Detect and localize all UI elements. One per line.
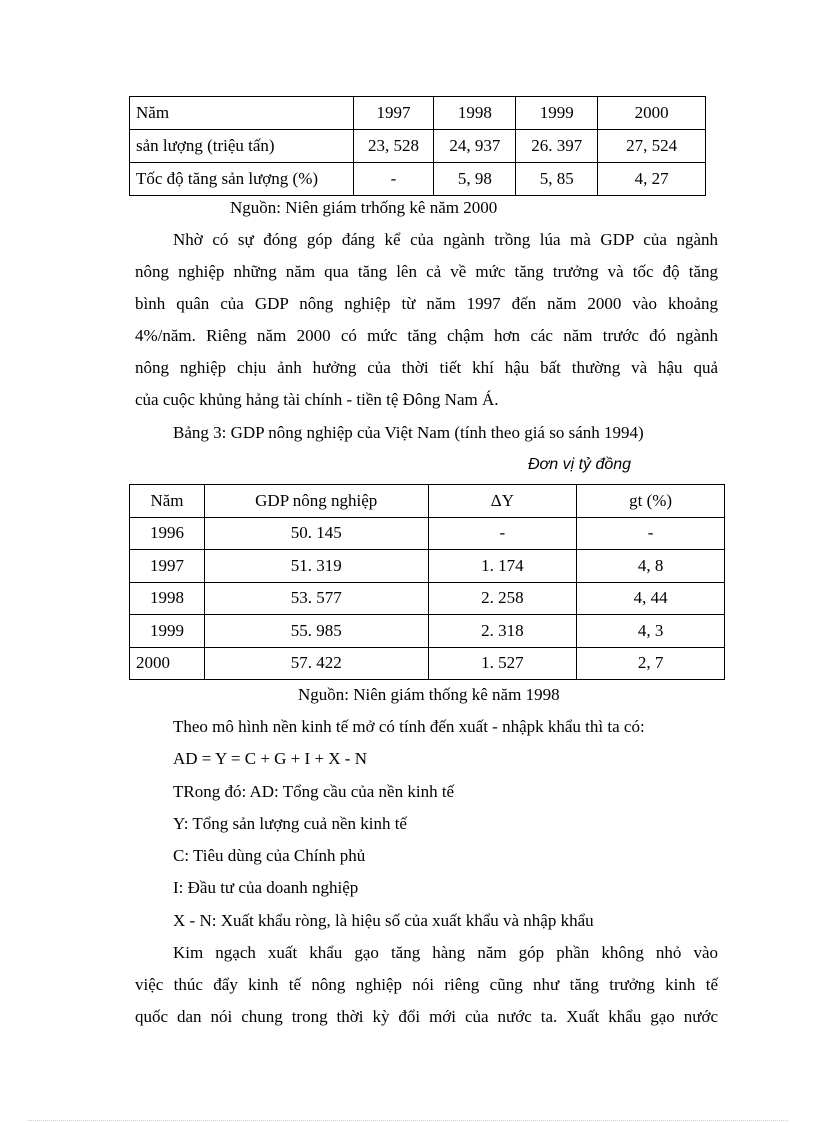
table-row — [130, 615, 725, 648]
text-line: X - N: Xuất khẩu ròng, là hiệu số của xuất khẩu và nhập khẩu — [173, 911, 594, 930]
paragraph-line: của cuộc khủng hảng tài chính - tiền tệ Đông Nam Á. — [135, 390, 499, 409]
paragraph-line: Nhờ có sự đóng góp đáng kể của ngành trồng lúa mà GDP của ngành — [173, 230, 718, 249]
paragraph-line: bình quân của GDP nông nghiệp từ năm 1997 đến năm 2000 vào khoảng — [135, 294, 718, 313]
text-line: Y: Tổng sản lượng cuả nền kinh tế — [173, 814, 407, 833]
header-cell: Năm — [130, 97, 354, 130]
table-row — [130, 647, 725, 680]
table-cell: 4, 8 — [577, 550, 725, 583]
table-cell: 5, 98 — [434, 163, 516, 196]
table-cell: 2, 7 — [577, 647, 725, 680]
header-cell: 1997 — [353, 97, 434, 130]
table-cell: 2. 258 — [428, 582, 577, 615]
table-header-row — [130, 485, 725, 518]
table2-unit: Đơn vị tỷ đồng — [528, 456, 632, 473]
header-cell: 1998 — [434, 97, 516, 130]
table-cell: 4, 3 — [577, 615, 725, 648]
table-cell: 24, 937 — [434, 130, 516, 163]
header-cell: 2000 — [598, 97, 706, 130]
table-cell: 57. 422 — [204, 647, 428, 680]
paragraph-line: 4%/năm. Riêng năm 2000 có mức tăng chậm hơn các năm trước đó ngành — [135, 326, 718, 345]
table-cell: 1. 527 — [428, 647, 577, 680]
table-cell: 2000 — [130, 647, 205, 680]
table-cell: - — [428, 517, 577, 550]
table-row — [130, 517, 725, 550]
table-header-row — [130, 97, 706, 130]
paragraph-line: Kim ngạch xuất khẩu gạo tăng hàng năm góp phần không nhỏ vào — [173, 943, 718, 962]
paragraph-line: việc thúc đẩy kinh tế nông nghiệp nói riêng cũng như tăng trưởng kinh tế — [135, 975, 718, 994]
header-cell: 1999 — [516, 97, 598, 130]
table-cell: 5, 85 — [516, 163, 598, 196]
row-label: Tốc độ tăng sản lượng (%) — [130, 163, 354, 196]
production-table — [129, 96, 706, 196]
table-cell: 26. 397 — [516, 130, 598, 163]
text-line: I: Đầu tư của doanh nghiệp — [173, 878, 359, 897]
table-row — [130, 163, 706, 196]
table-cell: 27, 524 — [598, 130, 706, 163]
table-cell: 51. 319 — [204, 550, 428, 583]
page-edge-divider — [28, 1120, 788, 1121]
table-cell: 53. 577 — [204, 582, 428, 615]
table-row — [130, 582, 725, 615]
table1-source: Nguồn: Niên giám trhống kê năm 2000 — [230, 198, 498, 217]
table-cell: 1999 — [130, 615, 205, 648]
table-cell: - — [577, 517, 725, 550]
table-cell: 4, 44 — [577, 582, 725, 615]
table-cell: 1996 — [130, 517, 205, 550]
table-row — [130, 550, 725, 583]
table-cell: 4, 27 — [598, 163, 706, 196]
table-cell: 55. 985 — [204, 615, 428, 648]
gdp-table — [129, 484, 725, 680]
table2-source: Nguồn: Niên giám thống kê năm 1998 — [298, 685, 560, 704]
text-line: Theo mô hình nền kinh tế mở có tính đến xuất - nhậpk khẩu thì ta có: — [173, 717, 645, 736]
equation: AD = Y = C + G + I + X - N — [173, 749, 367, 768]
table-cell: 1997 — [130, 550, 205, 583]
header-cell: gt (%) — [577, 485, 725, 518]
table-row — [130, 130, 706, 163]
table-cell: 1. 174 — [428, 550, 577, 583]
table2-caption: Bảng 3: GDP nông nghiệp của Việt Nam (tính theo giá so sánh 1994) — [173, 423, 644, 442]
header-cell: ΔY — [428, 485, 577, 518]
table-cell: 1998 — [130, 582, 205, 615]
paragraph-line: nông nghiệp những năm qua tăng lên cả về mức tăng trưởng và tốc độ tăng — [135, 262, 718, 281]
table-cell: 23, 528 — [353, 130, 434, 163]
table-cell: - — [353, 163, 434, 196]
row-label: sản lượng (triệu tấn) — [130, 130, 354, 163]
table-cell: 50. 145 — [204, 517, 428, 550]
header-cell: Năm — [130, 485, 205, 518]
paragraph-line: quốc dan nói chung trong thời kỳ đổi mới của nước ta. Xuất khẩu gạo nước — [135, 1007, 718, 1026]
text-line: TRong đó: AD: Tổng cầu của nền kinh tế — [173, 782, 455, 801]
text-line: C: Tiêu dùng của Chính phủ — [173, 846, 366, 865]
header-cell: GDP nông nghiệp — [204, 485, 428, 518]
paragraph-line: nông nghiệp chịu ảnh hưởng của thời tiết khí hậu bất thường và hậu quả — [135, 358, 718, 377]
table-cell: 2. 318 — [428, 615, 577, 648]
